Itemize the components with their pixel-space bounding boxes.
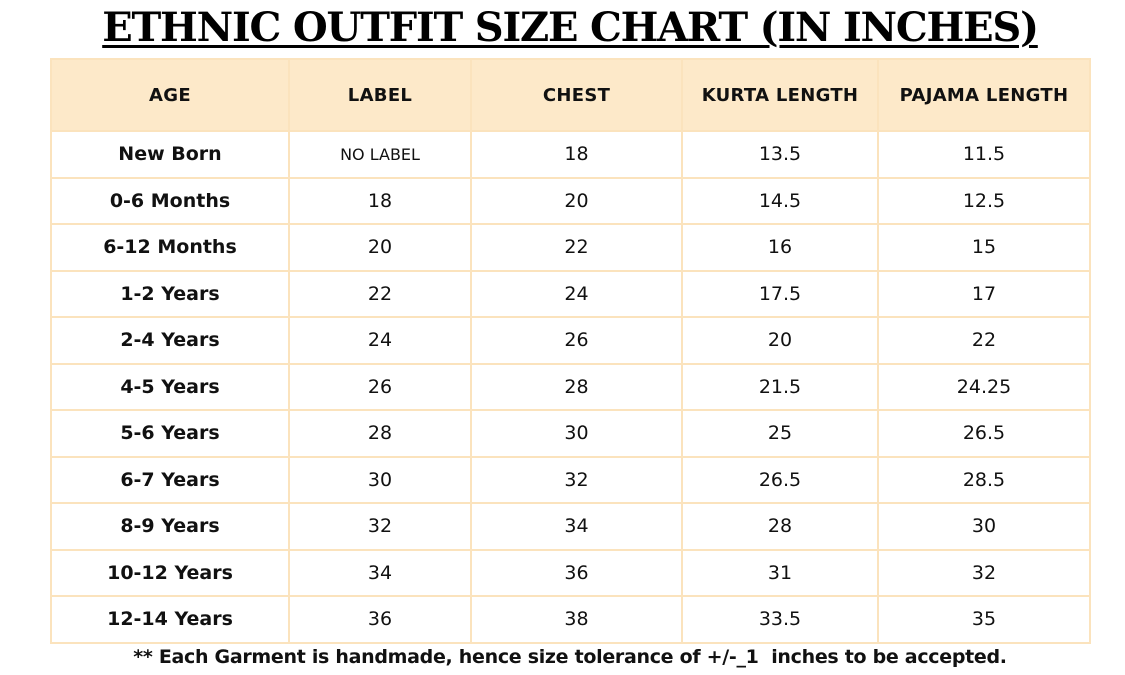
column-header-kurta-length: KURTA LENGTH — [682, 59, 878, 131]
label-cell: 30 — [289, 457, 471, 504]
chest-cell: 34 — [471, 503, 682, 550]
age-cell: 12-14 Years — [51, 596, 289, 643]
pajama-length-cell: 11.5 — [878, 131, 1090, 178]
table-header-row — [51, 59, 1090, 131]
page-title — [0, 2, 1125, 54]
label-cell: NO LABEL — [289, 131, 471, 178]
chest-cell: 30 — [471, 410, 682, 457]
kurta-length-cell: 13.5 — [682, 131, 878, 178]
table-row — [51, 131, 1090, 178]
kurta-length-cell: 14.5 — [682, 178, 878, 225]
pajama-length-cell: 24.25 — [878, 364, 1090, 411]
column-header-pajama-length: PAJAMA LENGTH — [878, 59, 1090, 131]
pajama-length-cell: 15 — [878, 224, 1090, 271]
pajama-length-cell: 17 — [878, 271, 1090, 318]
label-cell: 32 — [289, 503, 471, 550]
table-row — [51, 503, 1090, 550]
pajama-length-cell: 22 — [878, 317, 1090, 364]
tolerance-footnote: ** Each Garment is handmade, hence size tolerance of +/-_1 inches to be accepted. — [133, 646, 1007, 668]
kurta-length-cell: 21.5 — [682, 364, 878, 411]
age-cell: 1-2 Years — [51, 271, 289, 318]
chest-cell: 18 — [471, 131, 682, 178]
kurta-length-cell: 28 — [682, 503, 878, 550]
table-row — [51, 457, 1090, 504]
age-cell: 5-6 Years — [51, 410, 289, 457]
age-cell: 8-9 Years — [51, 503, 289, 550]
pajama-length-cell: 26.5 — [878, 410, 1090, 457]
age-cell: 0-6 Months — [51, 178, 289, 225]
label-cell: 20 — [289, 224, 471, 271]
label-cell: 28 — [289, 410, 471, 457]
label-cell: 24 — [289, 317, 471, 364]
chest-cell: 24 — [471, 271, 682, 318]
age-cell: 6-12 Months — [51, 224, 289, 271]
label-cell: 36 — [289, 596, 471, 643]
chest-cell: 38 — [471, 596, 682, 643]
column-header-age: AGE — [51, 59, 289, 131]
column-header-chest: CHEST — [471, 59, 682, 131]
age-cell: New Born — [51, 131, 289, 178]
kurta-length-cell: 16 — [682, 224, 878, 271]
label-cell: 26 — [289, 364, 471, 411]
table-row — [51, 317, 1090, 364]
age-cell: 6-7 Years — [51, 457, 289, 504]
table-row — [51, 596, 1090, 643]
age-cell: 4-5 Years — [51, 364, 289, 411]
table-row — [51, 410, 1090, 457]
chest-cell: 26 — [471, 317, 682, 364]
kurta-length-cell: 25 — [682, 410, 878, 457]
pajama-length-cell: 28.5 — [878, 457, 1090, 504]
age-cell: 2-4 Years — [51, 317, 289, 364]
chest-cell: 32 — [471, 457, 682, 504]
label-cell: 22 — [289, 271, 471, 318]
chest-cell: 36 — [471, 550, 682, 597]
table-row — [51, 224, 1090, 271]
page-title-text: ETHNIC OUTFIT SIZE CHART (IN INCHES) — [102, 4, 1038, 51]
age-cell: 10-12 Years — [51, 550, 289, 597]
column-header-label: LABEL — [289, 59, 471, 131]
kurta-length-cell: 33.5 — [682, 596, 878, 643]
kurta-length-cell: 17.5 — [682, 271, 878, 318]
table-row — [51, 364, 1090, 411]
size-chart-table — [50, 58, 1091, 644]
table-row — [51, 550, 1090, 597]
chest-cell: 22 — [471, 224, 682, 271]
kurta-length-cell: 26.5 — [682, 457, 878, 504]
pajama-length-cell: 12.5 — [878, 178, 1090, 225]
pajama-length-cell: 32 — [878, 550, 1090, 597]
pajama-length-cell: 30 — [878, 503, 1090, 550]
label-cell: 34 — [289, 550, 471, 597]
kurta-length-cell: 20 — [682, 317, 878, 364]
kurta-length-cell: 31 — [682, 550, 878, 597]
table-row — [51, 271, 1090, 318]
label-cell: 18 — [289, 178, 471, 225]
chest-cell: 20 — [471, 178, 682, 225]
chest-cell: 28 — [471, 364, 682, 411]
pajama-length-cell: 35 — [878, 596, 1090, 643]
table-row — [51, 178, 1090, 225]
